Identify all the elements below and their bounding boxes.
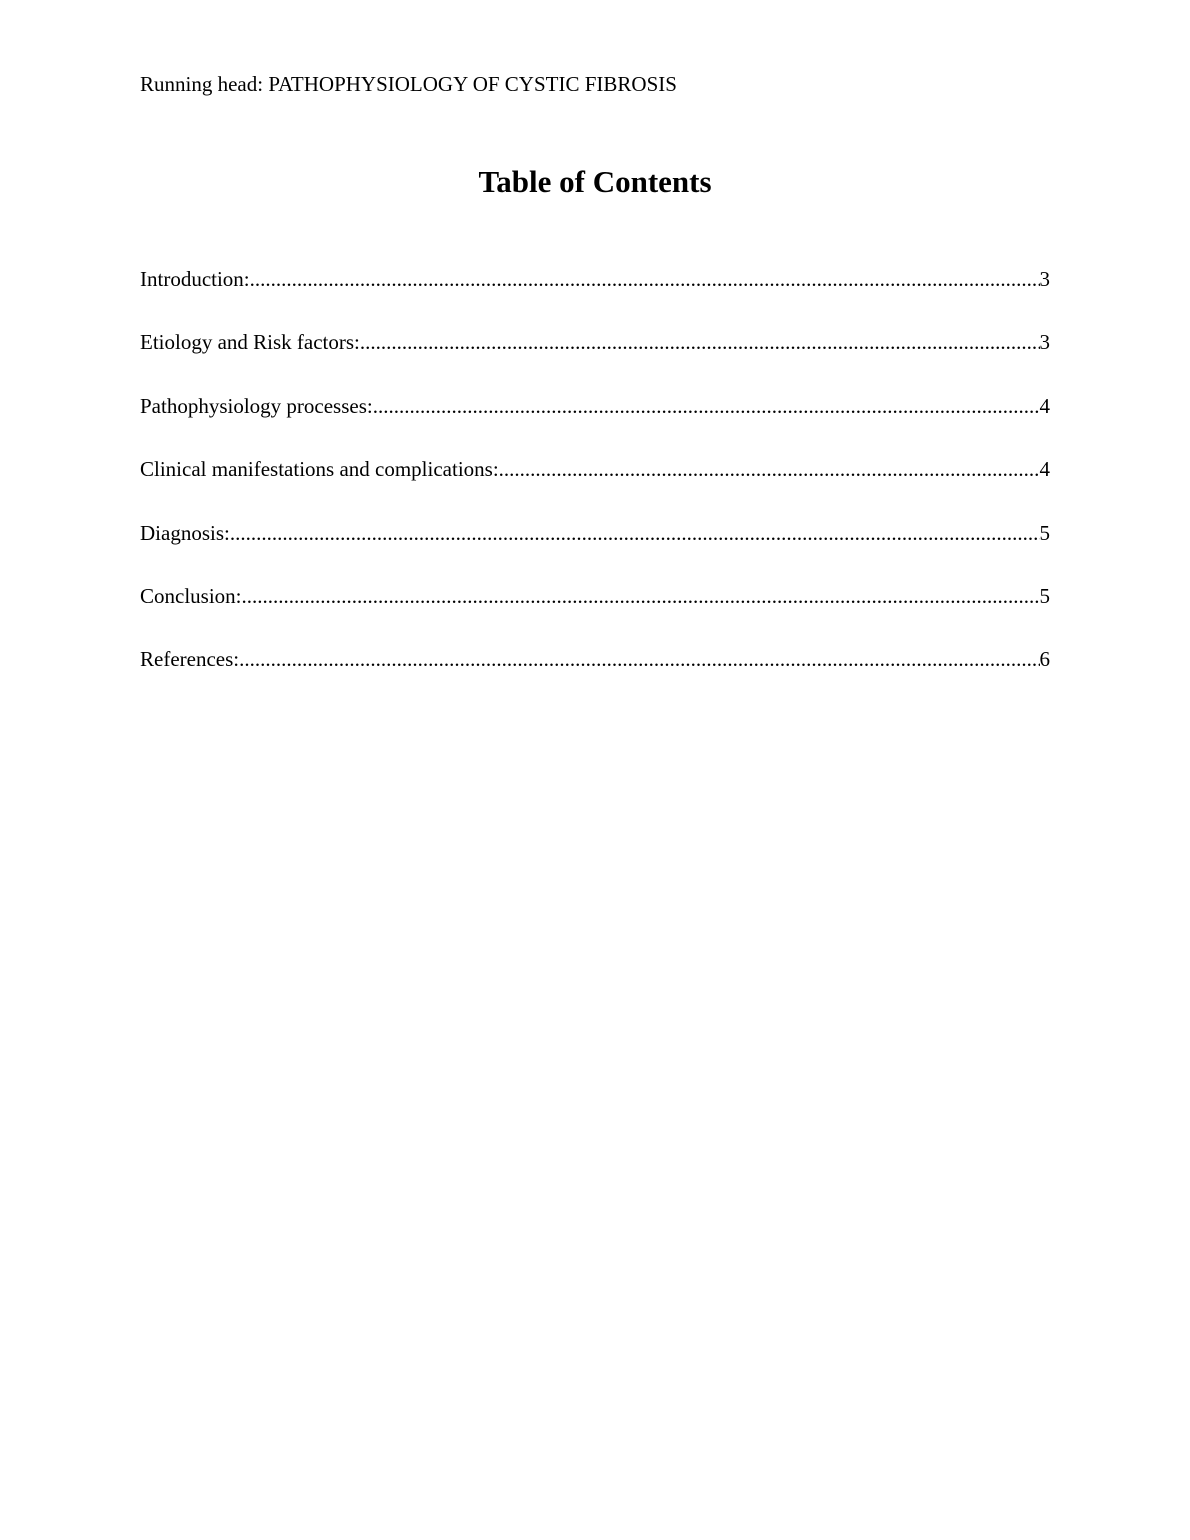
toc-entry-label: Clinical manifestations and complications: — [140, 457, 499, 482]
toc-dot-leader — [373, 391, 1040, 421]
toc-title: Table of Contents — [478, 164, 712, 199]
toc-entry-etiology[interactable] — [140, 327, 1050, 390]
toc-entry-label: Pathophysiology processes: — [140, 393, 373, 418]
toc-entry-clinical-manifestations[interactable] — [140, 454, 1050, 517]
toc-entry-page: 4 — [1039, 393, 1050, 418]
toc-list — [140, 264, 1050, 708]
toc-entry-conclusion[interactable] — [140, 581, 1050, 644]
toc-entry-label: Introduction: — [140, 267, 250, 291]
toc-entry-label: Etiology and Risk factors: — [140, 330, 360, 355]
toc-entry-label: Diagnosis: — [140, 520, 230, 545]
toc-entry-page: 3 — [1039, 267, 1050, 291]
toc-entry-page: 4 — [1039, 457, 1050, 482]
toc-dot-leader — [499, 454, 1040, 484]
toc-entry-label: Conclusion: — [140, 583, 242, 608]
toc-dot-leader — [250, 264, 1040, 294]
toc-entry-page: 3 — [1039, 330, 1050, 355]
toc-entry-references[interactable] — [140, 644, 1050, 707]
toc-entry-introduction[interactable] — [140, 264, 1050, 327]
toc-dot-leader — [239, 644, 1039, 674]
toc-entry-label: References: — [140, 647, 240, 672]
toc-dot-leader — [242, 581, 1040, 611]
toc-dot-leader — [230, 518, 1040, 548]
toc-entry-page: 6 — [1039, 647, 1050, 672]
toc-entry-page: 5 — [1039, 583, 1050, 608]
toc-entry-pathophysiology[interactable] — [140, 391, 1050, 454]
running-head: Running head: PATHOPHYSIOLOGY OF CYSTIC FIBROSIS — [140, 72, 677, 96]
toc-entry-page: 5 — [1039, 520, 1050, 545]
toc-entry-diagnosis[interactable] — [140, 518, 1050, 581]
toc-dot-leader — [360, 327, 1040, 357]
